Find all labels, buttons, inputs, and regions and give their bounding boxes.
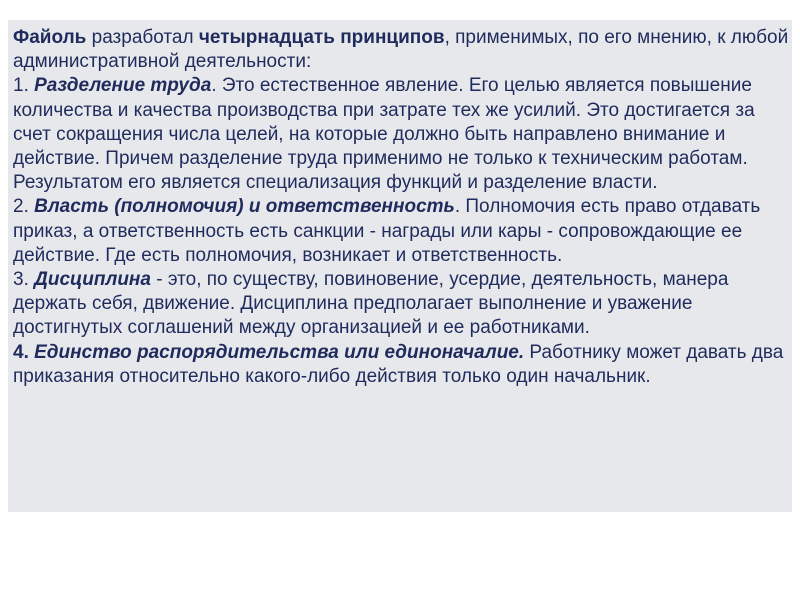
author-name: Файоль [13, 27, 87, 48]
intro-emphasis: четырнадцать принципов [198, 27, 445, 48]
intro-paragraph [13, 26, 792, 74]
principle-1 [13, 74, 792, 195]
principle-number: 2. [13, 196, 35, 218]
principle-term: Дисциплина [34, 269, 151, 291]
principle-term: Власть (полномочия) и ответственность [34, 196, 455, 218]
principle-3 [13, 268, 792, 341]
principle-2 [13, 195, 792, 268]
principle-text: . Это естественное явление. Его целью является повышение количества и качества производства при затрате тех же усилий. Это достигается за счет сокращения числа целей, на которые должно быть направлено внимание и действие. Причем разделение труда применимо не только к техническим работам. Результатом его является специализация функций и разделение власти. [13, 75, 755, 194]
principle-text: Работнику может давать два приказания относительно какого-либо действия только один начальник. [13, 341, 784, 387]
intro-text-part2: , применимых, по его мнению, к любой административной деятельности: [13, 27, 789, 73]
principle-text: . Полномочия есть право отдавать приказ, а ответственность есть санкции - награды или кары - сопровождающие ее действие. Где есть полномочия, возникает и ответственность. [13, 196, 761, 266]
principle-term: Единство распорядительства или единоначалие. [34, 341, 525, 363]
principle-number: 1. [13, 75, 35, 97]
principle-text: - это, по существу, повиновение, усердие, деятельность, манера держать себя, движение. Дисциплина предполагает выполнение и уважение достигнутых соглашений между организацией и ее работниками. [13, 269, 729, 339]
text-block [8, 20, 792, 512]
intro-text-part1: разработал [86, 27, 199, 48]
principle-4 [13, 341, 792, 389]
principle-number: 4. [13, 341, 35, 363]
principle-term: Разделение труда [34, 75, 212, 97]
principle-number: 3. [13, 269, 35, 291]
